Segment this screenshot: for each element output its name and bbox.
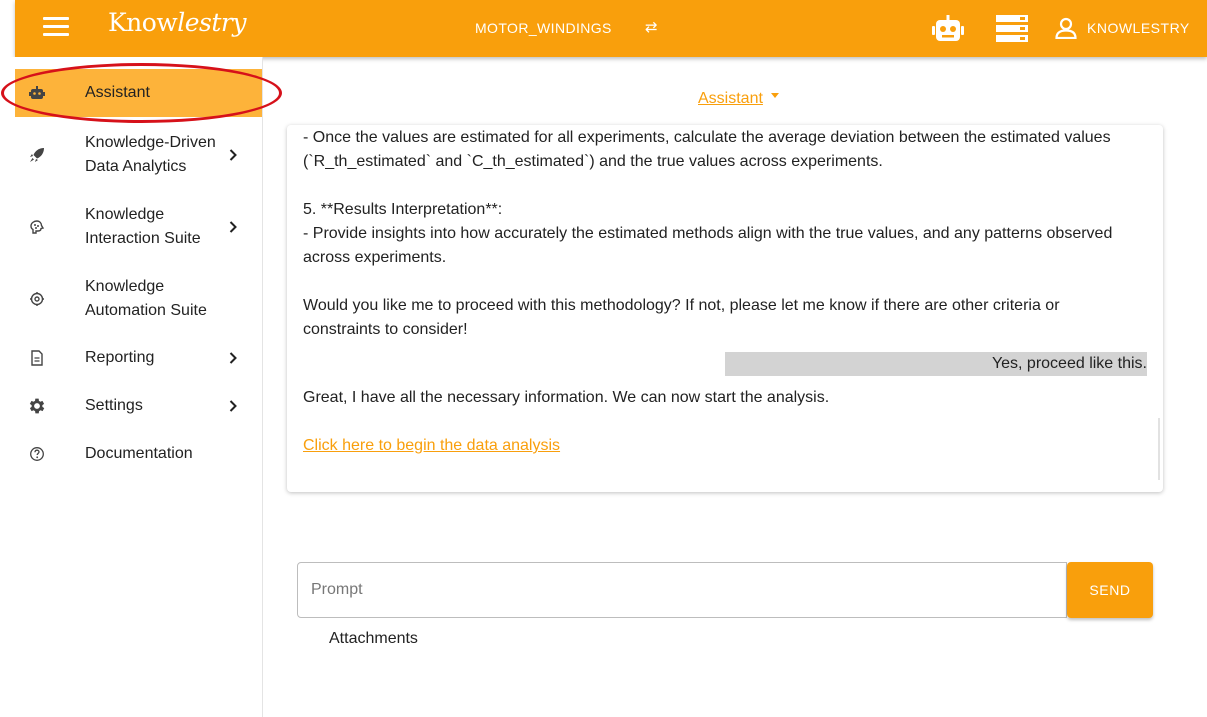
project-name[interactable]: MOTOR_WINDINGS — [475, 20, 612, 36]
sidebar — [0, 57, 263, 717]
sidebar-item-interaction-suite[interactable] — [15, 201, 262, 253]
rocket-icon — [29, 147, 45, 163]
logo-script-text: lestry — [177, 8, 246, 37]
sidebar-item-label: Settings — [85, 397, 143, 414]
assistant-message-line: (`R_th_estimated` and `C_th_estimated`) and the true values across experiments. — [303, 153, 883, 170]
assistant-message-line: across experiments. — [303, 249, 447, 266]
robot-icon[interactable] — [932, 15, 964, 43]
swap-icon[interactable]: ⇄ — [645, 19, 658, 36]
assistant-message-line: - Provide insights into how accurately the estimated methods align with the true values, and any patterns observed — [303, 225, 1113, 242]
sidebar-item-label: Documentation — [85, 445, 193, 462]
logo-text: Know — [108, 8, 178, 37]
sidebar-item-label: Knowledge Interaction Suite — [85, 206, 201, 247]
chat-scrollbar[interactable] — [1158, 418, 1160, 480]
chevron-right-icon — [227, 352, 239, 364]
automation-icon — [29, 291, 45, 307]
sidebar-item-label: Assistant — [85, 84, 150, 101]
user-name: KNOWLESTRY — [1087, 20, 1190, 36]
user-menu[interactable] — [1055, 15, 1190, 41]
user-icon — [1055, 17, 1077, 39]
assistant-message-line: 5. **Results Interpretation**: — [303, 201, 503, 218]
send-button[interactable]: SEND — [1067, 562, 1153, 618]
user-message: Yes, proceed like this. — [725, 352, 1147, 376]
server-icon[interactable] — [996, 15, 1028, 42]
assistant-message-line: constraints to consider! — [303, 321, 468, 338]
chevron-right-icon — [227, 149, 239, 161]
menu-icon[interactable] — [43, 17, 69, 39]
sidebar-item-automation-suite[interactable] — [15, 273, 262, 325]
sidebar-item-assistant[interactable] — [15, 69, 262, 117]
begin-analysis-link[interactable]: Click here to begin the data analysis — [303, 437, 561, 454]
sidebar-item-label: Knowledge Automation Suite — [85, 278, 207, 319]
assistant-message-line: Would you like me to proceed with this methodology? If not, please let me know if there are other criteria or — [303, 297, 1060, 314]
sidebar-item-reporting[interactable] — [15, 345, 262, 371]
sidebar-item-documentation[interactable] — [15, 441, 262, 467]
robot-icon — [29, 85, 45, 101]
chat-panel[interactable] — [287, 125, 1163, 492]
attachments-button[interactable]: Attachments — [329, 630, 418, 647]
assistant-dropdown[interactable] — [698, 90, 779, 108]
document-icon — [29, 350, 45, 366]
gear-icon — [27, 396, 47, 416]
assistant-message-line: - Once the values are estimated for all experiments, calculate the average deviation between the estimated values — [303, 129, 1111, 146]
app-logo[interactable] — [108, 8, 246, 37]
top-app-bar — [15, 0, 1207, 57]
brain-icon — [29, 219, 45, 235]
sidebar-item-label: Reporting — [85, 349, 155, 366]
chevron-right-icon — [227, 400, 239, 412]
sidebar-item-label: Knowledge-Driven Data Analytics — [85, 134, 216, 175]
help-icon — [29, 446, 45, 462]
assistant-dropdown-label: Assistant — [698, 90, 763, 107]
sidebar-item-data-analytics[interactable] — [15, 129, 262, 181]
caret-down-icon — [771, 93, 779, 98]
sidebar-item-settings[interactable] — [15, 393, 262, 419]
prompt-input[interactable] — [297, 562, 1067, 618]
chevron-right-icon — [227, 221, 239, 233]
assistant-reply: Great, I have all the necessary information. We can now start the analysis. — [303, 389, 830, 406]
